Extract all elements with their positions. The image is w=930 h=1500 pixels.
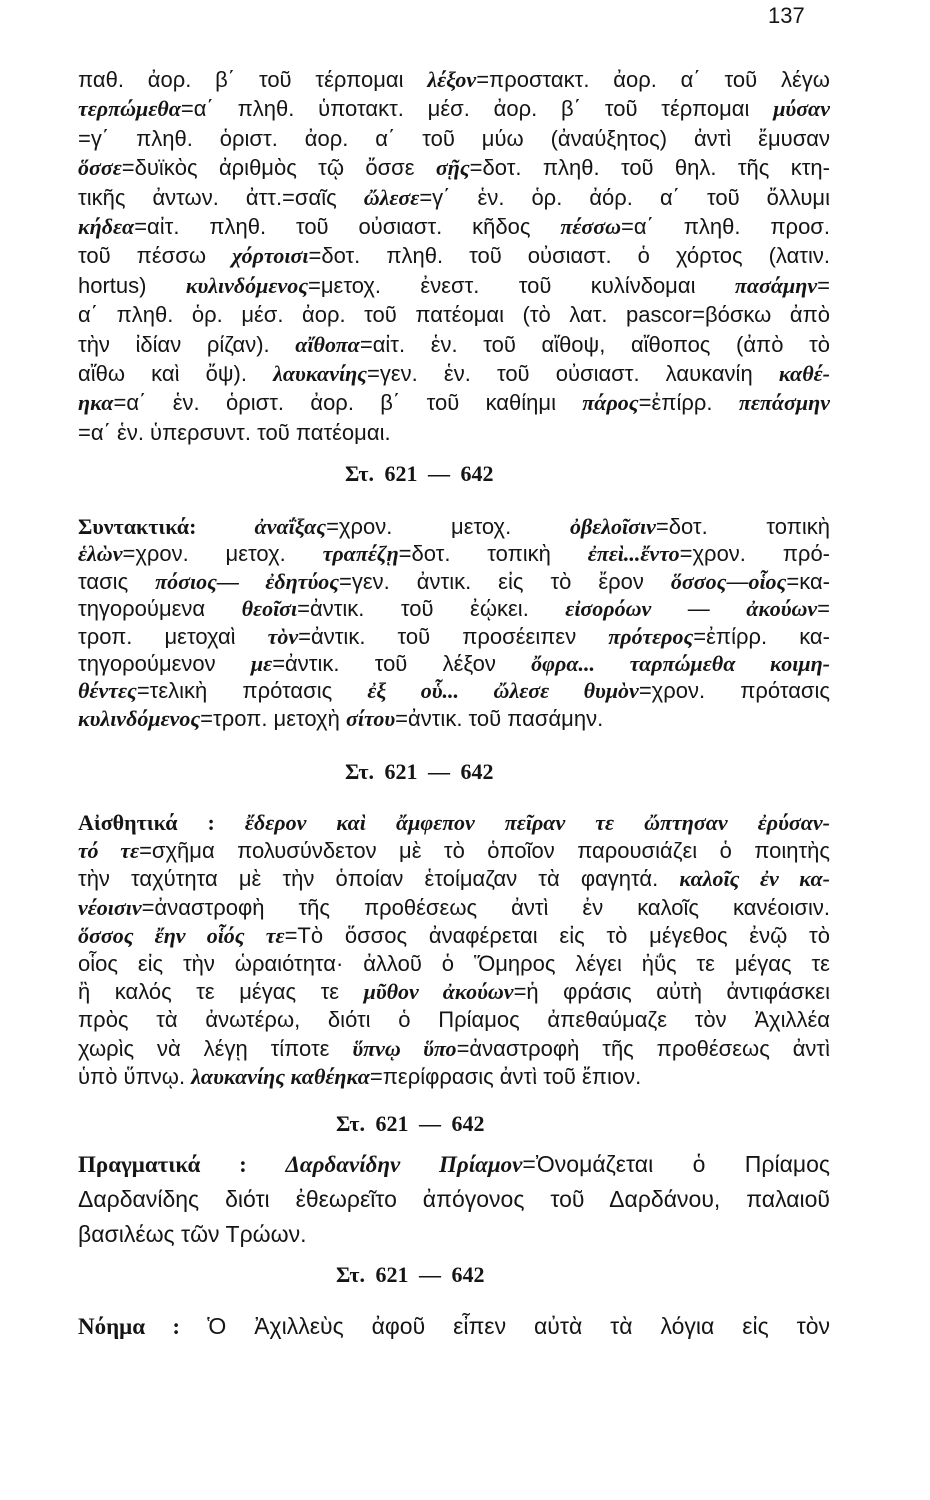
text-run: τηγορούμενον bbox=[78, 650, 251, 676]
text-run: Ὁ Ἀχιλλεὺς ἀφοῦ εἶπεν αὐτὰ τὰ λόγια εἰς τὸν bbox=[207, 1313, 830, 1339]
text-run: =α΄ πληθ. προσ. bbox=[621, 213, 830, 239]
gloss-term: μύσαν bbox=[773, 96, 830, 122]
gloss-term: κήδεα bbox=[78, 213, 135, 239]
gloss-term: λαυκανίης bbox=[273, 360, 367, 386]
text-line bbox=[78, 1309, 830, 1343]
text-run: =ἀναστροφὴ τῆς προθέσεως ἀντὶ bbox=[456, 1035, 830, 1061]
gloss-term: ὄφρα... ταρπώμεθα κοιμη- bbox=[531, 650, 830, 676]
gloss-term: ἀκούων bbox=[746, 596, 818, 622]
gloss-term: Δαρδανίδην Πρίαμον bbox=[285, 1152, 523, 1177]
text-line bbox=[78, 978, 830, 1006]
text-line bbox=[78, 1217, 830, 1252]
gloss-term: τραπέζῃ bbox=[322, 541, 399, 567]
text-run: οἷος εἰς τὴν ὡραιότητα· ἀλλοῦ ὁ Ὅμηρος λέγει ἠΰς τε μέγας τε bbox=[78, 950, 830, 976]
text-line bbox=[78, 65, 830, 94]
text-line bbox=[78, 1006, 830, 1034]
facts-paragraph bbox=[78, 1147, 830, 1252]
text-run: τικῆς ἀντων. ἀττ.=σαῖς bbox=[78, 184, 364, 210]
text-run: hortus) bbox=[78, 272, 186, 298]
text-run: =Ὀνομάζεται ὁ Πρίαμος bbox=[522, 1151, 830, 1177]
gloss-term: νέοισιν bbox=[78, 894, 142, 920]
text-run: = bbox=[817, 596, 830, 622]
text-line bbox=[78, 153, 830, 182]
text-line bbox=[78, 271, 830, 300]
gloss-term: χόρτοισι bbox=[232, 243, 309, 269]
meaning-paragraph bbox=[78, 1309, 830, 1343]
text-run: βασιλέως τῶν Τρώων. bbox=[78, 1221, 307, 1247]
text-line bbox=[78, 124, 830, 153]
gloss-term: ὅσσος bbox=[670, 568, 727, 594]
section-heading: Στ. 621 — 642 bbox=[336, 1111, 485, 1136]
text-line bbox=[78, 623, 830, 650]
section-heading: Στ. 621 — 642 bbox=[345, 759, 494, 784]
text-run: =ἀντικ. τοῦ λέξον bbox=[272, 650, 532, 676]
gloss-term: λέξον bbox=[427, 67, 477, 92]
text-run: =δοτ. τοπικὴ bbox=[398, 541, 588, 567]
text-line bbox=[78, 183, 830, 212]
text-line bbox=[78, 865, 830, 893]
text-run: ὑπὸ ὕπνῳ. bbox=[78, 1063, 192, 1089]
text-run: =δοτ. τοπικὴ bbox=[655, 514, 830, 539]
gloss-term: αἴθοπα bbox=[295, 331, 360, 357]
text-run: =κα- bbox=[786, 568, 830, 594]
text-run: τὴν ταχύτητα μὲ τὴν ὁποίαν ἑτοίμαζαν τὰ φαγητά. bbox=[78, 866, 680, 892]
text-run: =τροπ. μετοχὴ bbox=[200, 705, 346, 731]
section-label: Αἰσθητικά : bbox=[78, 810, 245, 835]
text-run: =α΄ ἑν. ὁριστ. ἀορ. β΄ τοῦ καθίημι bbox=[113, 390, 583, 416]
text-run: =μετοχ. ἐνεστ. τοῦ κυλίνδομαι bbox=[308, 272, 735, 298]
text-line bbox=[78, 540, 830, 567]
text-run: =ἐπίρρ. bbox=[638, 390, 739, 416]
text-line bbox=[78, 241, 830, 270]
text-run: — bbox=[651, 596, 747, 622]
text-run: ἢ καλός τε μέγας τε bbox=[78, 979, 364, 1005]
gloss-term: ἐπεὶ...ἔντο bbox=[587, 541, 680, 567]
text-line bbox=[78, 513, 830, 540]
gloss-term: θεοῖσι bbox=[241, 596, 298, 622]
text-run: αἴθω καὶ ὄψ). bbox=[78, 360, 274, 386]
text-run: =α΄ ἑν. ὑπερσυντ. τοῦ πατέομαι. bbox=[78, 419, 391, 445]
text-run: =δοτ. πληθ. τοῦ οὐσιαστ. ὁ χόρτος (λατιν. bbox=[308, 243, 830, 269]
text-run: = bbox=[817, 272, 830, 298]
text-run: =δυϊκὸς ἀριθμὸς τῷ ὄσσε bbox=[121, 155, 436, 181]
text-line bbox=[78, 1035, 830, 1063]
text-line bbox=[78, 1147, 830, 1182]
text-line bbox=[78, 359, 830, 388]
text-run: =αἰτ. πληθ. τοῦ οὐσιαστ. κῆδος bbox=[134, 213, 561, 239]
text-line bbox=[78, 330, 830, 359]
gloss-term: εἰσορόων bbox=[565, 596, 652, 622]
section-heading: Στ. 621 — 642 bbox=[336, 1262, 485, 1287]
gloss-term: πρότερος bbox=[608, 623, 694, 649]
text-line bbox=[78, 1063, 830, 1091]
gloss-term: θέντες bbox=[78, 678, 137, 704]
text-line bbox=[78, 922, 830, 950]
text-run: =ἀντικ. τοῦ προσέειπεν bbox=[298, 623, 609, 649]
text-line bbox=[78, 212, 830, 241]
text-line bbox=[78, 894, 830, 922]
text-run: α΄ πληθ. ὁρ. μέσ. ἀορ. τοῦ πατέομαι (τὸ λατ. pascor=βόσκω ἀπὸ bbox=[78, 302, 830, 328]
section-heading: Στ. 621 — 642 bbox=[345, 461, 494, 486]
text-line bbox=[78, 650, 830, 677]
gloss-term: τό τε bbox=[78, 838, 140, 864]
gloss-term: ἑλὼν bbox=[78, 541, 123, 567]
text-run: =γεν. ἀντικ. εἰς τὸ ἔρον bbox=[339, 568, 671, 594]
text-run: =γ΄ πληθ. ὁριστ. ἀορ. α΄ τοῦ μύω (ἀναύξητος) ἀντὶ ἔμυσαν bbox=[78, 125, 830, 151]
text-line bbox=[78, 568, 830, 595]
gloss-term: λαυκανίης καθέηκα bbox=[191, 1063, 370, 1089]
text-line bbox=[78, 418, 830, 447]
text-line bbox=[78, 1182, 830, 1217]
text-run: =χρον. πρό- bbox=[679, 541, 830, 567]
text-run: παθ. ἀορ. β΄ τοῦ τέρπομαι bbox=[78, 67, 428, 92]
text-run: =γ΄ ἑν. ὁρ. ἀόρ. α΄ τοῦ ὄλλυμι bbox=[419, 184, 830, 210]
text-run: =τελικὴ πρότασις bbox=[136, 678, 368, 704]
gloss-term: με bbox=[250, 650, 273, 676]
text-run: =α΄ πληθ. ὑποτακτ. μέσ. ἀορ. β΄ τοῦ τέρπομαι bbox=[180, 96, 774, 122]
text-run: =περίφρασις ἀντὶ τοῦ ἔπιον. bbox=[369, 1063, 642, 1089]
gloss-term: τὸν bbox=[267, 623, 299, 649]
text-run: =χρον. πρότασις bbox=[638, 678, 830, 704]
text-run: =δοτ. πληθ. τοῦ θηλ. τῆς κτη- bbox=[469, 155, 830, 181]
text-run: =γεν. ἑν. τοῦ οὐσιαστ. λαυκανίη bbox=[367, 360, 779, 386]
glossary-paragraph bbox=[78, 65, 830, 447]
gloss-term: πασάμην bbox=[734, 272, 818, 298]
gloss-term: ὅσσε bbox=[78, 155, 122, 181]
gloss-term: σῇς bbox=[435, 155, 470, 181]
gloss-term: ὀβελοῖσιν bbox=[569, 514, 656, 539]
text-line bbox=[78, 705, 830, 732]
text-run: Δαρδανίδης διότι ἐθεωρεῖτο ἀπόγονος τοῦ Δαρδάνου, παλαιοῦ bbox=[78, 1186, 830, 1212]
text-run: =ἐπίρρ. κα- bbox=[693, 623, 830, 649]
text-line bbox=[78, 388, 830, 417]
text-line bbox=[78, 837, 830, 865]
gloss-term: μῦθον ἀκούων bbox=[363, 979, 514, 1005]
gloss-term: τερπώμεθα bbox=[78, 96, 181, 122]
gloss-term: καθέ- bbox=[778, 360, 830, 386]
text-line bbox=[78, 809, 830, 837]
gloss-term: ὤλεσε bbox=[363, 184, 420, 210]
gloss-term: ἔδερον καὶ ἄμφεπον πεῖραν τε ὤπτησαν ἐρύσαν- bbox=[244, 810, 830, 835]
text-run: =προστακτ. ἀορ. α΄ τοῦ λέγω bbox=[476, 67, 830, 92]
text-line bbox=[78, 950, 830, 978]
text-run: χωρὶς νὰ λέγῃ τίποτε bbox=[78, 1035, 353, 1061]
text-run: =ἡ φράσις αὐτὴ ἀντιφάσκει bbox=[513, 979, 830, 1005]
text-run: τοῦ πέσσω bbox=[78, 243, 233, 269]
gloss-term: ὅσσος ἔην οἷός τε bbox=[78, 922, 285, 948]
gloss-term: καλοῖς ἐν κα- bbox=[679, 866, 830, 892]
section-label: Συντακτικά: bbox=[78, 514, 255, 539]
gloss-term: πάρος bbox=[582, 390, 639, 416]
text-run: =σχῆμα πολυσύνδετον μὲ τὸ ὁποῖον παρουσιάζει ὁ ποιητὴς bbox=[139, 838, 830, 864]
text-run: =ἀντικ. τοῦ πασάμην. bbox=[395, 705, 604, 731]
gloss-term: σίτου bbox=[345, 705, 396, 731]
aesthetics-paragraph bbox=[78, 809, 830, 1091]
syntax-paragraph bbox=[78, 513, 830, 732]
gloss-term: πεπάσμην bbox=[738, 390, 830, 416]
text-run: =ἀναστροφὴ τῆς προθέσεως ἀντὶ ἐν καλοῖς κανέοισιν. bbox=[141, 894, 830, 920]
text-run: τροπ. μετοχαὶ bbox=[78, 623, 268, 649]
text-line bbox=[78, 300, 830, 329]
text-run: τὴν ἰδίαν ρίζαν). bbox=[78, 331, 296, 357]
text-run: =ἀντικ. τοῦ ἐῴκει. bbox=[297, 596, 566, 622]
gloss-term: οἷος bbox=[748, 568, 787, 594]
gloss-term: ἐξ οὗ... ὤλεσε θυμὸν bbox=[367, 678, 639, 704]
gloss-term: πέσσω bbox=[560, 213, 621, 239]
text-line bbox=[78, 595, 830, 622]
text-run: τηγορούμενα bbox=[78, 596, 242, 622]
text-run: =Τὸ ὅσσος ἀναφέρεται εἰς τὸ μέγεθος ἐνῷ τὸ bbox=[284, 922, 830, 948]
gloss-term: ὕπνῳ ὕπο bbox=[352, 1035, 457, 1061]
gloss-term: ἀναΐξας bbox=[254, 514, 327, 539]
text-run: =χρον. μετοχ. bbox=[122, 541, 323, 567]
section-label: Νόημα : bbox=[78, 1314, 208, 1339]
gloss-term: ηκα bbox=[78, 390, 114, 416]
gloss-term: πόσιος— ἐδητύος bbox=[155, 568, 340, 594]
text-run: =χρον. μετοχ. bbox=[326, 514, 570, 539]
text-run: — bbox=[726, 568, 749, 594]
text-run: =αἰτ. ἑν. τοῦ αἴθοψ, αἴθοπος (ἀπὸ τὸ bbox=[359, 331, 830, 357]
page-number: 137 bbox=[768, 3, 805, 28]
section-label: Πραγματικά : bbox=[78, 1152, 286, 1177]
text-run: τασις bbox=[78, 568, 156, 594]
text-line bbox=[78, 94, 830, 123]
text-line bbox=[78, 677, 830, 704]
gloss-term: κυλινδόμενος bbox=[78, 705, 201, 731]
gloss-term: κυλινδόμενος bbox=[185, 272, 309, 298]
text-run: πρὸς τὰ ἀνωτέρω, διότι ὁ Πρίαμος ἀπεθαύμαζε τὸν Ἀχιλλέα bbox=[78, 1007, 830, 1033]
